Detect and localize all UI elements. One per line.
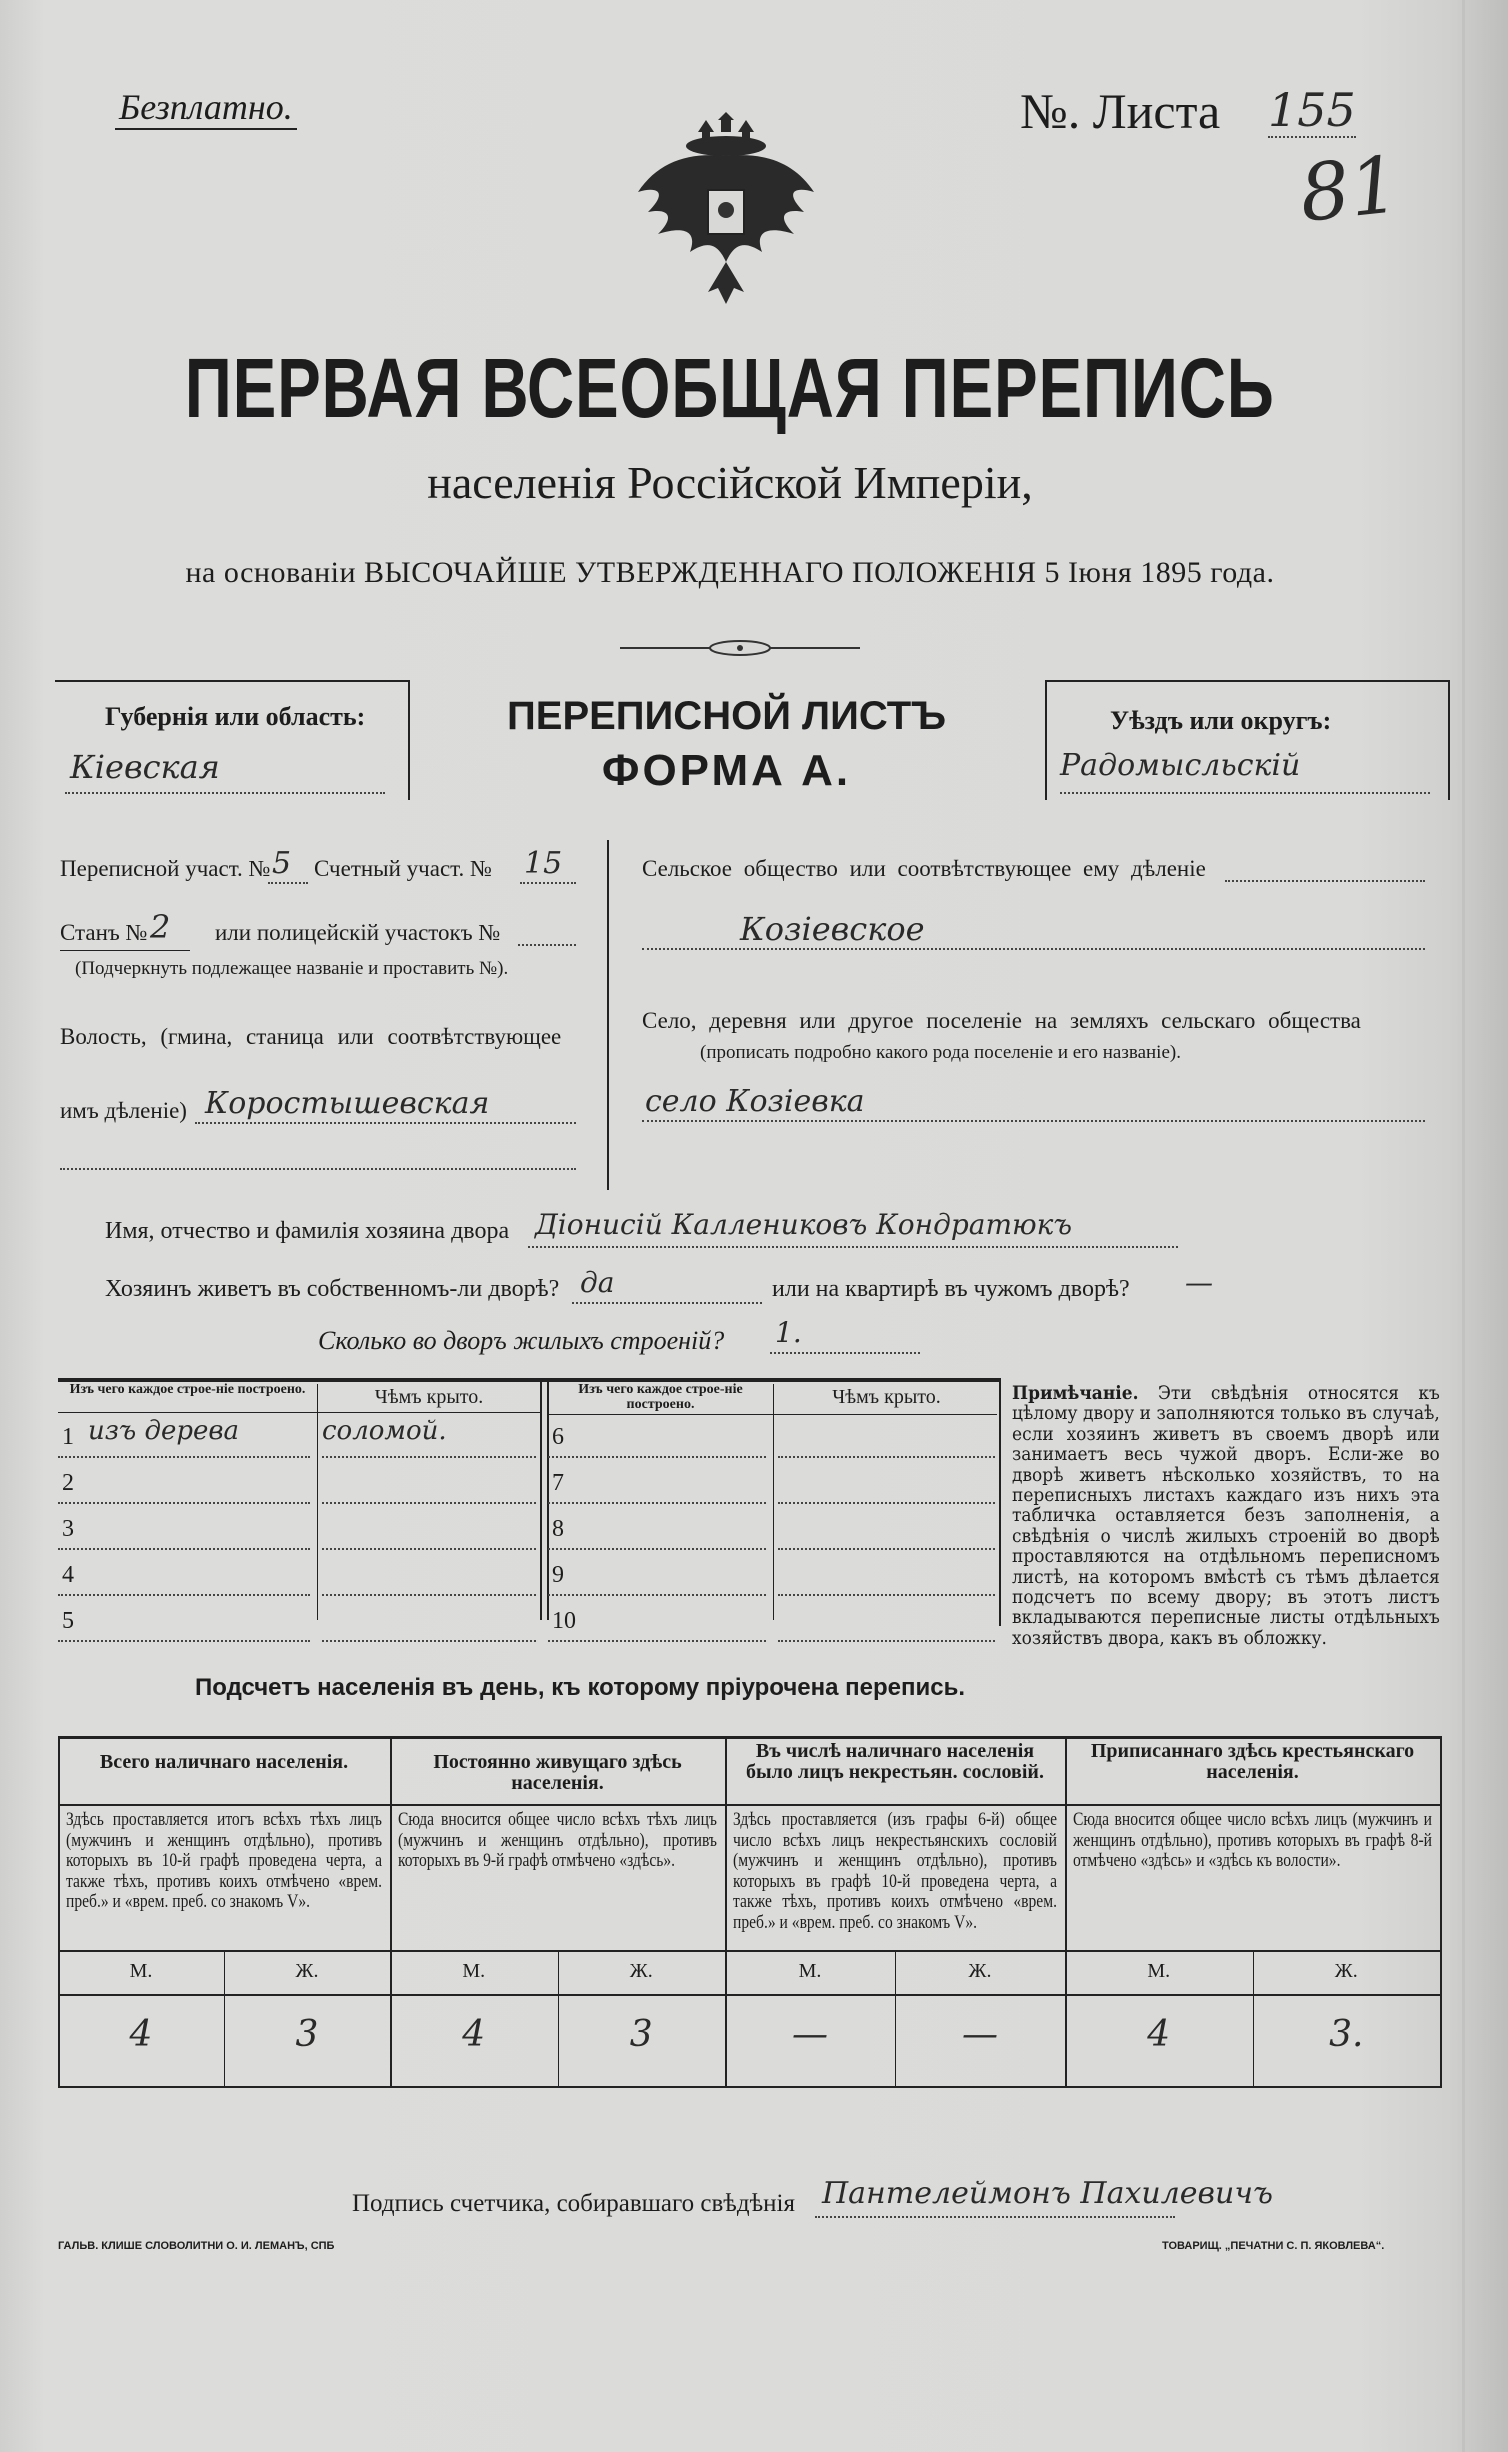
- box-rule: [1045, 680, 1047, 800]
- row-line: [322, 1594, 536, 1596]
- fill-line: [1225, 880, 1425, 882]
- own-yard-value: да: [580, 1266, 615, 1299]
- row-line: [778, 1502, 995, 1504]
- population-title: Подсчетъ населенія въ день, къ которому пріурочена перепись.: [195, 1674, 965, 1701]
- fill-line: [815, 2216, 1175, 2218]
- col-roof-left: Чѣмъ крыто.: [374, 1386, 484, 1408]
- row-number: 10: [552, 1608, 576, 1634]
- form-title: ПЕРЕПИСНОЙ ЛИСТЪ: [507, 694, 946, 738]
- female-label: Ж.: [968, 1960, 992, 1982]
- note-text: Эти свѣдѣнія относятся къ цѣлому двору и заполняются только въ случаѣ, если хозяинъ живетъ въ своемъ дворѣ или занимаетъ весь чужой дворъ. Если-же во дворѣ живетъ нѣсколько хозяйствъ, то на переписныхъ листахъ каждаго изъ нихъ эта табличка оставляется безъ заполненія, а свѣдѣнія о числѣ жилыхъ строеній во дворѣ проставляются на отдѣльномъ переписномъ листѣ, на которомъ вмѣстѣ съ тѣмъ дѣлается подсчетъ по всему двору; въ этотъ листъ вкладываются переписные листы отдѣльныхъ хозяйствъ двора, какъ въ обложку.: [1012, 1383, 1440, 1649]
- page-edge: [1462, 0, 1465, 2452]
- column-header: Постоянно живущаго здѣсь населенія.: [433, 1751, 682, 1794]
- buildings-label: Сколько во дворъ жилыхъ строеній?: [318, 1326, 725, 1355]
- row-line: [322, 1640, 536, 1642]
- box-rule: [55, 680, 410, 682]
- row-line: [778, 1594, 995, 1596]
- column-header: Приписаннаго здѣсь крестьянскаго населенія.: [1090, 1740, 1415, 1783]
- note-block: [1012, 1384, 1440, 1649]
- underline-note: (Подчеркнуть подлежащее названіе и проставить №).: [75, 958, 509, 979]
- row-number: 6: [552, 1424, 564, 1450]
- col-material-right: Изъ чего каждое строе-ніе построено.: [578, 1382, 743, 1412]
- society-label: Сельское общество или соотвѣтствующее ему дѣленіе: [642, 856, 1206, 881]
- row-material: изъ дерева: [88, 1416, 240, 1446]
- column-description: Сюда вносится общее число всѣхъ тѣхъ лицъ (мужчинъ и женщинъ отдѣльно), противъ которыхъ въ 9-й графѣ отмѣчено «здѣсь».: [398, 1809, 717, 1871]
- table-rule: [540, 1380, 542, 1620]
- col-material-left: Изъ чего каждое строе-ніе построено.: [69, 1382, 306, 1397]
- row-line: [548, 1640, 766, 1642]
- village-note: (прописать подробно какого рода поселеніе и его названіе).: [700, 1042, 1181, 1063]
- fill-line: [268, 882, 308, 884]
- row-number: 9: [552, 1562, 564, 1588]
- ornament-divider: [620, 638, 860, 658]
- column-header: Всего наличнаго населенія.: [99, 1751, 349, 1773]
- fill-line: [518, 944, 576, 946]
- female-count: 3: [629, 2014, 653, 2055]
- female-label: Ж.: [295, 1960, 319, 1982]
- count-district-value: 15: [524, 846, 563, 881]
- row-line: [322, 1548, 536, 1550]
- male-label: М.: [1147, 1960, 1171, 1982]
- row-line: [322, 1456, 536, 1458]
- row-number: 7: [552, 1470, 564, 1496]
- row-number: 2: [62, 1470, 74, 1496]
- row-number: 1: [62, 1424, 74, 1450]
- fill-line: [65, 792, 385, 794]
- table-rule: [547, 1414, 997, 1415]
- village-label: Село, деревня или другое поселеніе на земляхъ сельскаго общества: [642, 1008, 1361, 1033]
- society-value: Козіевское: [740, 910, 925, 948]
- stan-label: Станъ №: [60, 920, 148, 945]
- volost-value: Коростышевская: [205, 1086, 490, 1121]
- female-label: Ж.: [1334, 1960, 1358, 1982]
- census-district-label: Переписной участ. №: [60, 856, 271, 881]
- rent-label: или на квартирѣ въ чужомъ дворѣ?: [772, 1276, 1130, 1302]
- col-roof-right: Чѣмъ крыто.: [832, 1386, 941, 1408]
- underline-mark: [60, 950, 190, 951]
- table-border: [58, 1736, 1442, 1739]
- archive-number: 81: [1295, 140, 1404, 240]
- uezd-value: Радомысльскій: [1060, 748, 1301, 783]
- row-line: [58, 1502, 310, 1504]
- free-label: Безплатно.: [115, 86, 297, 130]
- stan-value: 2: [150, 908, 171, 946]
- table-rule: [58, 1950, 1442, 1952]
- column-description: Здѣсь проставляется (изъ графы 6-й) общее число всѣхъ лицъ некрестьянскихъ сословій (мужчинъ и женщинъ отдѣльно), противъ которыхъ въ графѣ 10-й проведена черта, а также тѣхъ, противъ коихъ отмѣчено «врем. преб.» и «врем. преб. со знакомъ V».: [733, 1809, 1057, 1933]
- count-district-label: Счетный участ. №: [314, 856, 492, 881]
- signature-label: Подпись счетчика, собиравшаго свѣдѣнія: [352, 2190, 795, 2217]
- row-line: [58, 1594, 310, 1596]
- female-count: —: [962, 2014, 998, 2055]
- fill-line: [528, 1246, 1178, 1248]
- table-rule: [999, 1378, 1001, 1626]
- male-count: 4: [1147, 2014, 1171, 2055]
- volost-label-2: имъ дѣленіе): [60, 1098, 187, 1123]
- box-rule: [1448, 680, 1450, 800]
- sheet-label: №. Листа: [1020, 83, 1221, 139]
- female-label: Ж.: [629, 1960, 653, 1982]
- sheet-number: 155: [1268, 83, 1356, 137]
- row-line: [58, 1456, 310, 1458]
- table-border: [58, 2086, 1442, 2088]
- row-line: [778, 1456, 995, 1458]
- police-label: или полицейскій участокъ №: [215, 920, 501, 945]
- row-number: 4: [62, 1562, 74, 1588]
- fill-line: [572, 1302, 762, 1304]
- census-district-value: 5: [272, 846, 292, 881]
- form-name: ФОРМА А.: [601, 746, 852, 795]
- male-label: М.: [129, 1960, 153, 1982]
- fill-line: [642, 948, 1425, 950]
- volost-label: Волость, (гмина, станица или соотвѣтствующее: [60, 1024, 562, 1049]
- table-rule: [58, 1804, 1442, 1806]
- table-rule: [58, 1412, 540, 1413]
- female-count: 3.: [1329, 2014, 1364, 2055]
- male-count: 4: [462, 2014, 486, 2055]
- note-title: Примѣчаніе.: [1012, 1383, 1139, 1404]
- fill-line: [195, 1122, 576, 1124]
- male-count: 4: [129, 2014, 153, 2055]
- fill-line: [642, 1120, 1425, 1122]
- owner-name-value: Діонисій Каллениковъ Кондратюкъ: [535, 1208, 1073, 1241]
- row-line: [778, 1640, 995, 1642]
- table-rule: [58, 1994, 1442, 1996]
- page-title-wrap: [0, 340, 1460, 437]
- row-line: [58, 1640, 310, 1642]
- village-value: село Козіевка: [645, 1084, 865, 1119]
- male-label: М.: [462, 1960, 486, 1982]
- owner-name-label: Имя, отчество и фамилія хозяина двора: [105, 1218, 510, 1244]
- rent-value: —: [1185, 1266, 1213, 1299]
- table-rule: [773, 1384, 774, 1620]
- uezd-label: Уѣздъ или округъ:: [1110, 706, 1332, 735]
- table-rule: [317, 1384, 318, 1620]
- column-description: Здѣсь проставляется итогъ всѣхъ тѣхъ лицъ (мужчинъ и женщинъ отдѣльно), противъ которыхъ въ 10-й графѣ проведена черта, а также тѣхъ, противъ коихъ отмѣчено «врем. преб.» и «врем. преб. со знакомъ V».: [66, 1809, 382, 1912]
- male-label: М.: [798, 1960, 822, 1982]
- fill-line: [60, 1168, 576, 1170]
- row-number: 8: [552, 1516, 564, 1542]
- page-title: ПЕРВАЯ ВСЕОБЩАЯ ПЕРЕПИСЬ: [185, 341, 1275, 435]
- column-header: Въ числѣ наличнаго населенія было лицъ некрестьян. сословій.: [746, 1740, 1044, 1783]
- signature-value: Пантелеймонъ Пахилевичъ: [822, 2176, 1273, 2211]
- male-count: —: [792, 2014, 828, 2055]
- row-number: 5: [62, 1608, 74, 1634]
- table-rule: [547, 1380, 549, 1620]
- footer-left: ГАЛЬВ. КЛИШЕ СЛОВОЛИТНИ О. И. ЛЕМАНЪ, СПБ: [58, 2240, 335, 2252]
- page-subtitle: населенія Россійской Имперіи,: [427, 457, 1033, 508]
- footer-right: ТОВАРИЩ. „ПЕЧАТНИ С. П. ЯКОВЛЕВА“.: [1162, 2240, 1385, 2252]
- legal-basis: на основаніи ВЫСОЧАЙШЕ УТВЕРЖДЕННАГО ПОЛОЖЕНІЯ 5 Іюня 1895 года.: [185, 556, 1275, 589]
- buildings-value: 1.: [775, 1316, 802, 1349]
- row-line: [778, 1548, 995, 1550]
- row-line: [548, 1456, 766, 1458]
- row-roof: соломой.: [322, 1416, 447, 1446]
- fill-line: [770, 1352, 920, 1354]
- own-yard-label: Хозяинъ живетъ въ собственномъ-ли дворѣ?: [105, 1276, 560, 1302]
- row-line: [322, 1502, 536, 1504]
- section-divider: [607, 840, 609, 1190]
- fill-line: [1060, 792, 1430, 794]
- imperial-eagle-emblem: [628, 112, 824, 308]
- row-number: 3: [62, 1516, 74, 1542]
- row-line: [58, 1548, 310, 1550]
- table-rule: [1440, 1736, 1442, 2088]
- gubernia-value: Кіевская: [70, 748, 220, 786]
- row-line: [548, 1502, 766, 1504]
- fill-line: [520, 882, 576, 884]
- row-line: [548, 1548, 766, 1550]
- column-description: Сюда вносится общее число всѣхъ лицъ (мужчинъ и женщинъ отдѣльно), противъ которыхъ въ графѣ 8-й отмѣчено «здѣсь» и «здѣсь къ волости».: [1073, 1809, 1432, 1871]
- gubernia-label: Губернія или область:: [105, 702, 366, 731]
- box-rule: [1045, 680, 1450, 682]
- row-line: [548, 1594, 766, 1596]
- female-count: 3: [295, 2014, 319, 2055]
